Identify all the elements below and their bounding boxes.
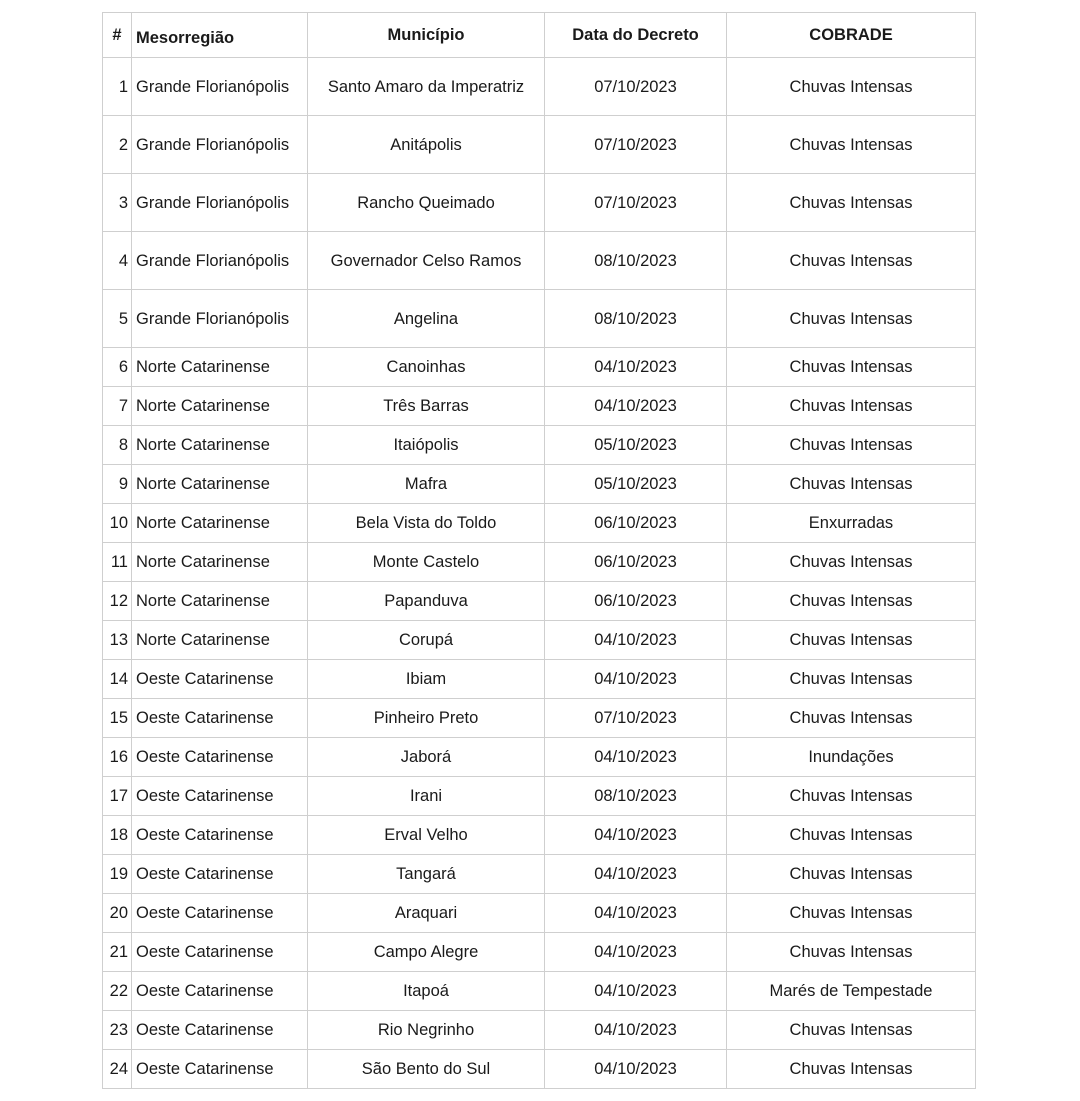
- table-row: [103, 816, 976, 855]
- cell-number: 2: [103, 116, 132, 174]
- cell-data-decreto: 05/10/2023: [545, 465, 727, 504]
- cell-number: 22: [103, 972, 132, 1011]
- cell-data-decreto: 08/10/2023: [545, 232, 727, 290]
- cell-number: 21: [103, 933, 132, 972]
- cell-cobrade: Enxurradas: [727, 504, 976, 543]
- cell-municipio: Erval Velho: [308, 816, 545, 855]
- cell-data-decreto: 08/10/2023: [545, 290, 727, 348]
- cell-mesorregiao: Norte Catarinense: [132, 582, 308, 621]
- cell-cobrade: Chuvas Intensas: [727, 816, 976, 855]
- cell-number: 19: [103, 855, 132, 894]
- table-row: [103, 232, 976, 290]
- cell-municipio: Ibiam: [308, 660, 545, 699]
- header-cobrade: COBRADE: [727, 13, 976, 58]
- cell-number: 18: [103, 816, 132, 855]
- cell-data-decreto: 05/10/2023: [545, 426, 727, 465]
- cell-cobrade: Chuvas Intensas: [727, 348, 976, 387]
- cell-number: 8: [103, 426, 132, 465]
- cell-number: 13: [103, 621, 132, 660]
- cell-municipio: São Bento do Sul: [308, 1050, 545, 1089]
- table-row: [103, 465, 976, 504]
- table-row: [103, 504, 976, 543]
- table-row: [103, 894, 976, 933]
- table-row: [103, 426, 976, 465]
- cell-mesorregiao: Norte Catarinense: [132, 387, 308, 426]
- cell-number: 14: [103, 660, 132, 699]
- cell-cobrade: Chuvas Intensas: [727, 116, 976, 174]
- table-row: [103, 855, 976, 894]
- cell-municipio: Papanduva: [308, 582, 545, 621]
- cell-data-decreto: 08/10/2023: [545, 777, 727, 816]
- cell-number: 1: [103, 58, 132, 116]
- cell-cobrade: Chuvas Intensas: [727, 621, 976, 660]
- cell-municipio: Governador Celso Ramos: [308, 232, 545, 290]
- cell-municipio: Araquari: [308, 894, 545, 933]
- cell-municipio: Irani: [308, 777, 545, 816]
- cell-number: 5: [103, 290, 132, 348]
- cell-municipio: Jaborá: [308, 738, 545, 777]
- cell-municipio: Campo Alegre: [308, 933, 545, 972]
- cell-mesorregiao: Grande Florianópolis: [132, 116, 308, 174]
- cell-mesorregiao: Oeste Catarinense: [132, 738, 308, 777]
- table-row: [103, 290, 976, 348]
- cell-mesorregiao: Norte Catarinense: [132, 426, 308, 465]
- cell-municipio: Itaiópolis: [308, 426, 545, 465]
- cell-number: 11: [103, 543, 132, 582]
- cell-municipio: Santo Amaro da Imperatriz: [308, 58, 545, 116]
- cell-municipio: Três Barras: [308, 387, 545, 426]
- table-row: [103, 1011, 976, 1050]
- cell-cobrade: Chuvas Intensas: [727, 290, 976, 348]
- cell-cobrade: Chuvas Intensas: [727, 1011, 976, 1050]
- cell-mesorregiao: Grande Florianópolis: [132, 58, 308, 116]
- cell-data-decreto: 04/10/2023: [545, 816, 727, 855]
- cell-mesorregiao: Norte Catarinense: [132, 348, 308, 387]
- cell-cobrade: Chuvas Intensas: [727, 933, 976, 972]
- cell-data-decreto: 04/10/2023: [545, 1011, 727, 1050]
- cell-data-decreto: 04/10/2023: [545, 972, 727, 1011]
- cell-mesorregiao: Oeste Catarinense: [132, 816, 308, 855]
- cell-number: 16: [103, 738, 132, 777]
- cell-number: 23: [103, 1011, 132, 1050]
- cell-municipio: Canoinhas: [308, 348, 545, 387]
- cell-municipio: Itapoá: [308, 972, 545, 1011]
- cell-mesorregiao: Oeste Catarinense: [132, 972, 308, 1011]
- cell-cobrade: Chuvas Intensas: [727, 582, 976, 621]
- cell-data-decreto: 04/10/2023: [545, 1050, 727, 1089]
- cell-number: 10: [103, 504, 132, 543]
- cell-mesorregiao: Norte Catarinense: [132, 543, 308, 582]
- cell-data-decreto: 04/10/2023: [545, 738, 727, 777]
- cell-data-decreto: 04/10/2023: [545, 855, 727, 894]
- cell-cobrade: Chuvas Intensas: [727, 174, 976, 232]
- cell-number: 12: [103, 582, 132, 621]
- decrees-table: [102, 12, 976, 1089]
- cell-number: 17: [103, 777, 132, 816]
- cell-mesorregiao: Grande Florianópolis: [132, 174, 308, 232]
- table-row: [103, 933, 976, 972]
- cell-municipio: Rancho Queimado: [308, 174, 545, 232]
- cell-cobrade: Marés de Tempestade: [727, 972, 976, 1011]
- cell-number: 3: [103, 174, 132, 232]
- cell-cobrade: Chuvas Intensas: [727, 543, 976, 582]
- cell-number: 24: [103, 1050, 132, 1089]
- cell-data-decreto: 06/10/2023: [545, 543, 727, 582]
- cell-mesorregiao: Grande Florianópolis: [132, 232, 308, 290]
- header-row: [103, 13, 976, 58]
- cell-municipio: Angelina: [308, 290, 545, 348]
- table-row: [103, 738, 976, 777]
- table-row: [103, 660, 976, 699]
- cell-data-decreto: 04/10/2023: [545, 621, 727, 660]
- table-row: [103, 777, 976, 816]
- cell-mesorregiao: Oeste Catarinense: [132, 660, 308, 699]
- cell-mesorregiao: Oeste Catarinense: [132, 699, 308, 738]
- cell-number: 6: [103, 348, 132, 387]
- cell-number: 20: [103, 894, 132, 933]
- cell-data-decreto: 04/10/2023: [545, 387, 727, 426]
- cell-municipio: Bela Vista do Toldo: [308, 504, 545, 543]
- table-row: [103, 543, 976, 582]
- cell-number: 7: [103, 387, 132, 426]
- cell-cobrade: Chuvas Intensas: [727, 465, 976, 504]
- cell-cobrade: Chuvas Intensas: [727, 426, 976, 465]
- table-row: [103, 348, 976, 387]
- cell-data-decreto: 06/10/2023: [545, 582, 727, 621]
- cell-mesorregiao: Norte Catarinense: [132, 621, 308, 660]
- cell-cobrade: Chuvas Intensas: [727, 232, 976, 290]
- cell-cobrade: Chuvas Intensas: [727, 1050, 976, 1089]
- cell-mesorregiao: Oeste Catarinense: [132, 855, 308, 894]
- cell-data-decreto: 07/10/2023: [545, 116, 727, 174]
- table-row: [103, 1050, 976, 1089]
- cell-data-decreto: 06/10/2023: [545, 504, 727, 543]
- cell-mesorregiao: Oeste Catarinense: [132, 933, 308, 972]
- cell-mesorregiao: Norte Catarinense: [132, 465, 308, 504]
- cell-cobrade: Chuvas Intensas: [727, 699, 976, 738]
- cell-data-decreto: 04/10/2023: [545, 660, 727, 699]
- cell-number: 9: [103, 465, 132, 504]
- cell-mesorregiao: Oeste Catarinense: [132, 1050, 308, 1089]
- cell-mesorregiao: Oeste Catarinense: [132, 894, 308, 933]
- cell-cobrade: Inundações: [727, 738, 976, 777]
- table-row: [103, 116, 976, 174]
- table-row: [103, 621, 976, 660]
- table-body: [103, 58, 976, 1089]
- cell-municipio: Corupá: [308, 621, 545, 660]
- cell-municipio: Monte Castelo: [308, 543, 545, 582]
- cell-municipio: Tangará: [308, 855, 545, 894]
- cell-cobrade: Chuvas Intensas: [727, 660, 976, 699]
- table-row: [103, 699, 976, 738]
- cell-cobrade: Chuvas Intensas: [727, 387, 976, 426]
- cell-mesorregiao: Norte Catarinense: [132, 504, 308, 543]
- cell-mesorregiao: Oeste Catarinense: [132, 777, 308, 816]
- cell-data-decreto: 04/10/2023: [545, 894, 727, 933]
- header-number: #: [103, 13, 132, 58]
- cell-mesorregiao: Grande Florianópolis: [132, 290, 308, 348]
- cell-data-decreto: 07/10/2023: [545, 699, 727, 738]
- cell-data-decreto: 07/10/2023: [545, 58, 727, 116]
- table-row: [103, 972, 976, 1011]
- cell-cobrade: Chuvas Intensas: [727, 777, 976, 816]
- table-row: [103, 58, 976, 116]
- cell-data-decreto: 07/10/2023: [545, 174, 727, 232]
- header-data-decreto: Data do Decreto: [545, 13, 727, 58]
- cell-number: 15: [103, 699, 132, 738]
- table-row: [103, 174, 976, 232]
- header-municipio: Município: [308, 13, 545, 58]
- cell-municipio: Anitápolis: [308, 116, 545, 174]
- table-row: [103, 582, 976, 621]
- table-row: [103, 387, 976, 426]
- header-mesorregiao: Mesorregião: [132, 13, 308, 58]
- cell-number: 4: [103, 232, 132, 290]
- cell-municipio: Mafra: [308, 465, 545, 504]
- cell-mesorregiao: Oeste Catarinense: [132, 1011, 308, 1050]
- cell-cobrade: Chuvas Intensas: [727, 894, 976, 933]
- cell-municipio: Rio Negrinho: [308, 1011, 545, 1050]
- cell-cobrade: Chuvas Intensas: [727, 58, 976, 116]
- cell-data-decreto: 04/10/2023: [545, 933, 727, 972]
- cell-data-decreto: 04/10/2023: [545, 348, 727, 387]
- cell-municipio: Pinheiro Preto: [308, 699, 545, 738]
- cell-cobrade: Chuvas Intensas: [727, 855, 976, 894]
